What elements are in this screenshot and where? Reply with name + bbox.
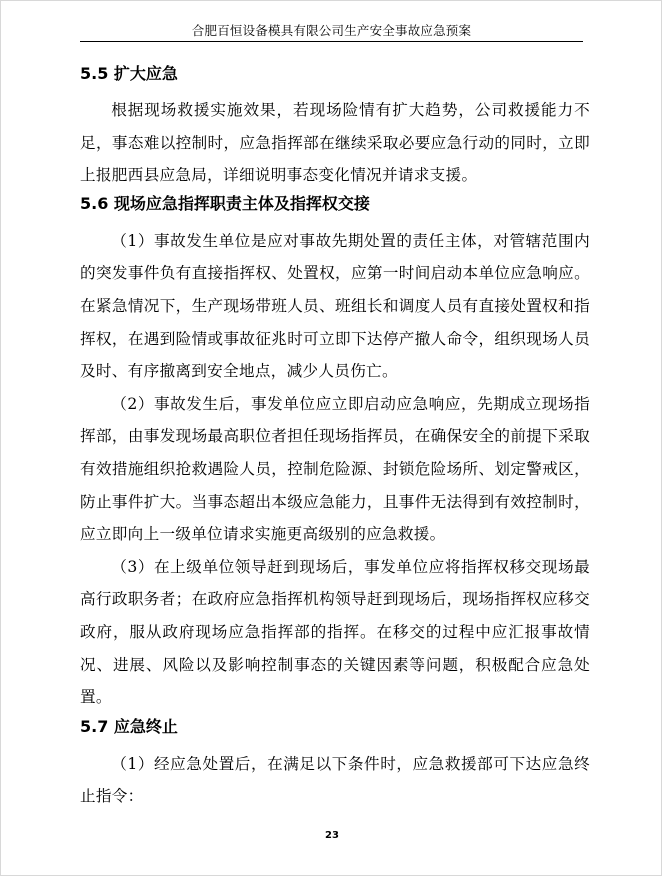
section-5-6 [80,193,590,714]
paragraph: 根据现场救援实施效果，若现场险情有扩大趋势，公司救援能力不足，事态难以控制时，应急指挥部在继续采取必要应急行动的同时，立即上报肥西县应急局，详细说明事态变化情况并请求支援。 [80,101,590,185]
section-heading: 5.7 应急终止 [80,716,178,736]
header-divider [80,41,583,42]
paragraph: （3）在上级单位领导赶到现场后，事发单位应将指挥权移交现场最高行政职务者；在政府应急指挥机构领导赶到现场后，现场指挥权应移交政府，服从政府现场应急指挥部的指挥。在移交的过程中应汇报事故情况、进展、风险以及影响控制事态的关键因素等问题，积极配合应急处置。 [80,557,590,707]
page-content [80,63,590,813]
paragraph: （1）事故发生单位是应对事故先期处置的责任主体，对管辖范围内的突发事件负有直接指挥权、处置权，应第一时间启动本单位应急响应。在紧急情况下，生产现场带班人员、班组长和调度人员有直接处置权和指挥权，在遇到险情或事故征兆时可立即下达停产撤人命令，组织现场人员及时、有序撤离到安全地点，减少人员伤亡。 [80,231,590,381]
section-heading: 5.5 扩大应急 [80,64,178,83]
page-header: 合肥百恒设备模具有限公司生产安全事故应急预案 [191,23,472,38]
paragraph: （1）经应急处置后，在满足以下条件时，应急救援部可下达应急终止指令： [80,754,590,806]
paragraph: （2）事故发生后，事发单位应立即启动应急响应，先期成立现场指挥部，由事发现场最高职位者担任现场指挥员，在确保安全的前提下采取有效措施组织抢救遇险人员，控制危险源、封锁危险场所、划定警戒区，防止事件扩大。当事态超出本级应急能力，且事件无法得到有效控制时，应立即向上一级单位请求实施更高级别的应急救援。 [80,394,590,544]
section-5-7 [80,716,590,813]
section-heading: 5.6 现场应急指挥职责主体及指挥权交接 [80,193,370,213]
section-5-5 [80,63,590,192]
page-number: 23 [325,830,339,841]
